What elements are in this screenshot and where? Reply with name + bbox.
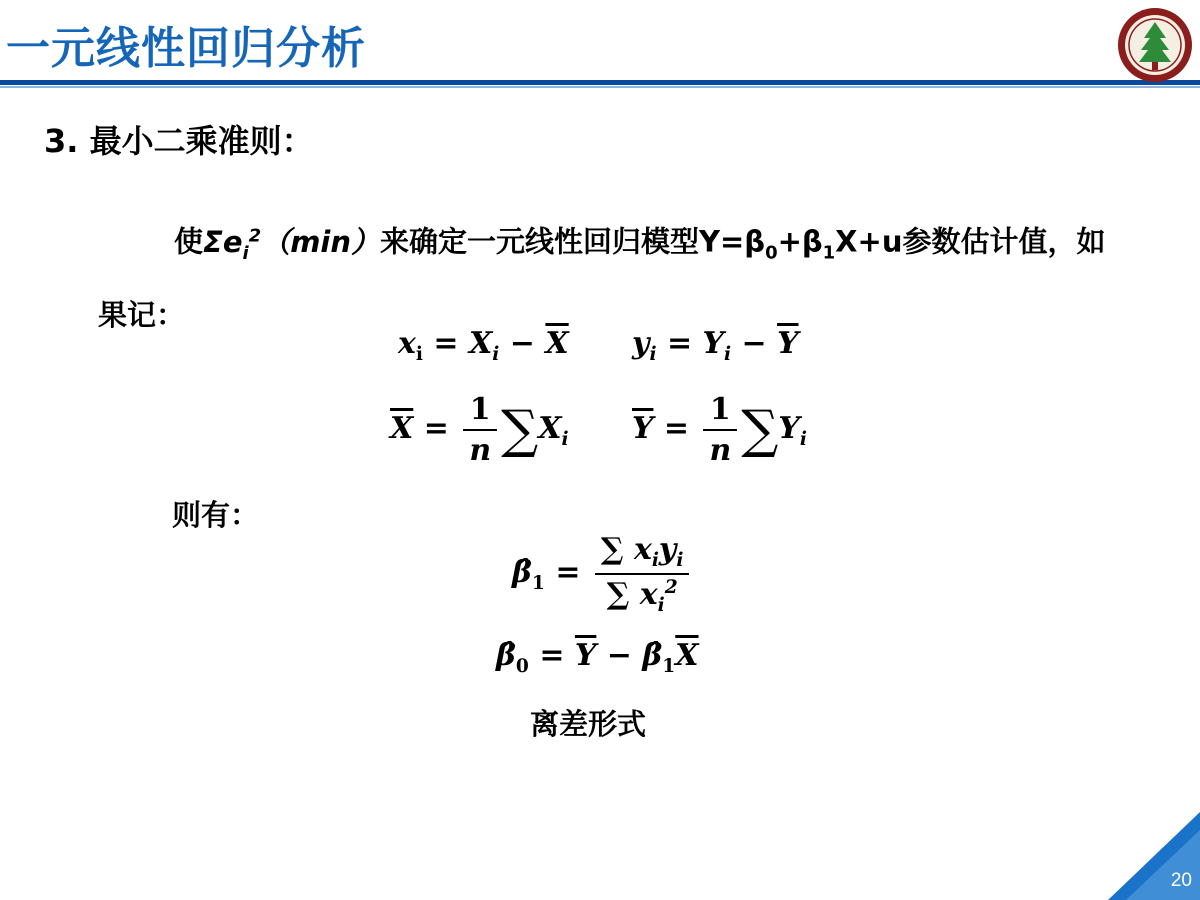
- equation-mean-x: $\overline{X}$ = $\frac{1}{n}$ $\sum X_i$: [390, 392, 569, 468]
- page-number: 20: [1170, 870, 1192, 891]
- deviation-form-caption: 离差形式: [530, 707, 647, 741]
- then-label: 则有：: [172, 498, 260, 532]
- title-rule-accent: [0, 86, 1200, 88]
- title-rule: [0, 80, 1200, 85]
- criterion-text: $\Sigma e_i^2(\min)$: [203, 224, 380, 264]
- section-heading: 3. 最小二乘准则：: [44, 122, 314, 160]
- paragraph-tail: X+u参数估计值，如果记：: [98, 224, 1106, 333]
- equation-beta0: $\betâ_0 = \overline{Y}$ − $\betâ_1\overline{X}$: [496, 638, 699, 677]
- equation-deviation-y: $y_i = Y_i - \overline{Y}$: [632, 326, 799, 365]
- intro-paragraph: 使$\Sigma e_i^2(\min)$来确定一元线性回归模型$Y=\beta_0+\beta_1X+u$参数估计值，如果记：: [98, 224, 1106, 333]
- slide-title: 一元线性回归分析: [6, 23, 366, 74]
- paragraph-lead: 使: [174, 224, 204, 259]
- equation-beta1: $\betâ_1$ = $\frac{\sum x_iy_i}{\sum x_i^2}$: [512, 532, 693, 616]
- equation-mean-y: $\overline{Y}$ = $\frac{1}{n}$ $\sum Y_i$: [632, 392, 807, 468]
- equation-deviation-x: $x_i = X_i - \overline{X}$: [398, 326, 569, 365]
- university-seal-icon: [1116, 6, 1194, 84]
- paragraph-text: 来确定一元线性回归模型Y=β: [380, 224, 766, 259]
